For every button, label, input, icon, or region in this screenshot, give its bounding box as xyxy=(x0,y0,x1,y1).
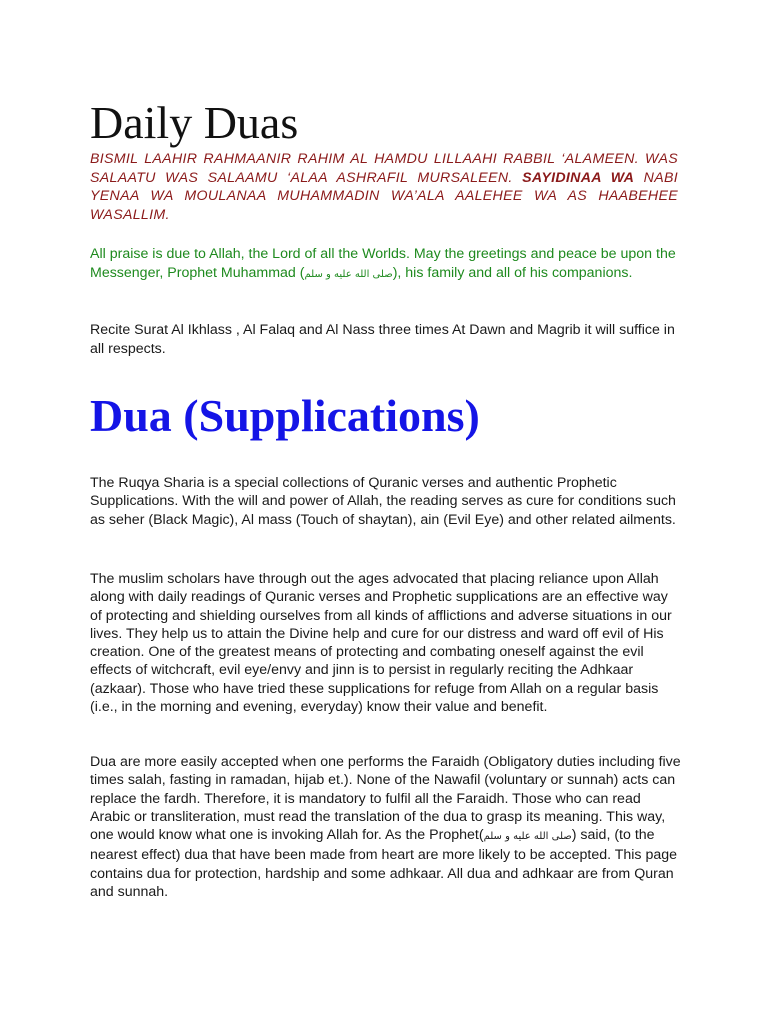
paragraph-3-before: Dua are more easily accepted when one performs the Faraidh (Obligatory duties including five times salah, fasting in ramadan, hijab et.). None of the Nawafil (voluntary or sunnah) acts can replace the fardh. Therefore, it is mandatory to fulfil all the Faraidh. Those who can read Arabic or transliteration, must read the translation of the dua to grasp its meaning. This way, one would know what one is invoking Allah for. As the Prophet( xyxy=(90,754,681,844)
praise-arabic-salutation: صلى الله عليه و سلم xyxy=(304,268,393,280)
paragraph-3-after: ) said, (to the nearest effect) dua that have been made from heart are more likely to be accepted. This page contains dua for protection, hardship and some adhkaar. All dua and adhkaar are from Quran and sunnah. xyxy=(90,827,678,901)
section-heading: Dua (Supplications) xyxy=(90,390,480,441)
paragraph-3-arabic-salutation: صلى الله عليه و سلم xyxy=(483,831,572,843)
transliteration-bold: SAYIDINAA WA xyxy=(522,169,635,186)
transliteration-text xyxy=(90,150,678,224)
paragraph-scholars: The muslim scholars have through out the ages advocated that placing reliance upon Allah along with daily readings of Quranic verses and Prophetic supplications are an effective way of protecting and shielding ourselves from all kinds of afflictions and adverse situations in our lives. They help us to attain the Divine help and cure for our distress and ward off evil of His creation. One of the greatest means of protecting and combating oneself against the evil effects of witchcraft, evil eye/envy and jinn is to persist in regularly reciting the Adhkaar (azkaar). Those who have tried these supplications for refuge from Allah on a regular basis (i.e., in the morning and evening, everyday) know their value and benefit. xyxy=(90,571,672,716)
praise-before: All praise is due to Allah, the Lord of all the Worlds. May the greetings and peace be upon the Messenger, Prophet Muhammad ( xyxy=(90,246,676,281)
transliteration-part-1: BISMIL LAAHIR RAHMAANIR RAHIM AL HAMDU LILLAAHI RABBIL ‘ALAMEEN. WAS SALAATU WAS SALAAMU ‘ALAA ASHRAFIL MURSALEEN. xyxy=(90,151,678,186)
paragraph-ruqya: The Ruqya Sharia is a special collections of Quranic verses and authentic Prophetic Supplications. With the will and power of Allah, the reading serves as cure for conditions such as seher (Black Magic), Al mass (Touch of shaytan), ain (Evil Eye) and other related ailments. xyxy=(90,475,676,528)
page-title: Daily Duas xyxy=(90,97,299,148)
praise-after: ), his family and all of his companions. xyxy=(392,264,633,281)
praise-text xyxy=(90,245,680,284)
paragraph-dua-acceptance xyxy=(90,753,682,901)
transliteration-part-3: NABI YENAA WA MOULANAA MUHAMMADIN WA’ALA AALEHEE WA AS HAABEHEE WASALLIM. xyxy=(90,169,678,223)
recite-instruction: Recite Surat Al Ikhlass , Al Falaq and Al Nass three times At Dawn and Magrib it will suffice in all respects. xyxy=(90,322,675,357)
